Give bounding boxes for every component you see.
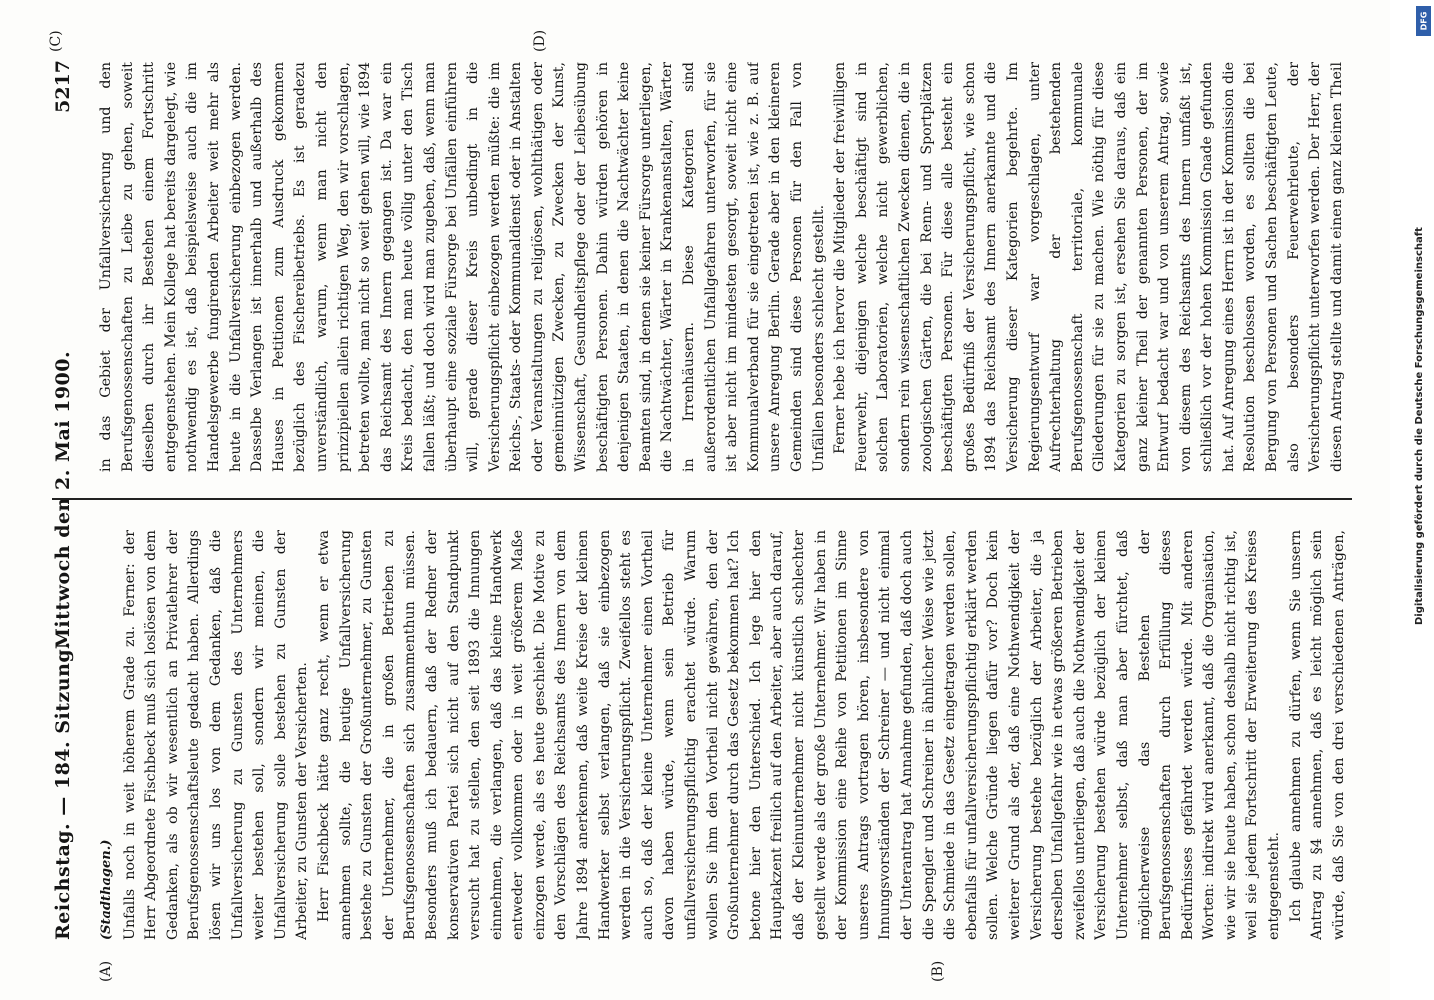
margin-marker-a: (A) [98, 960, 114, 982]
margin-marker-b: (B) [930, 960, 946, 982]
column-divider [52, 498, 1352, 500]
paragraph: Ich glaube annehmen zu dürfen, wenn Sie unsern Antrag zu §4 annehmen, daß es leicht möglich sein würde, daß Sie von den drei verschiedenen Anträgen, [1287, 530, 1347, 940]
paragraph: Herr Fischbeck hätte ganz recht, wenn er etwa annehmen sollte, die heutige Unfallversicherung bestehe zu Gunsten der Großunternehmer, zu Gunsten der Unternehmer, die in großen Betrieben zu Berufsgenossenschaften sich zusammenthun müssen. Besonders muß ich bedauern, daß der Redner der konservativen Partei sich nicht auf den Standpunkt versucht hat zu stellen, den seit 1893 die Innungen einnehmen, die verlangen, daß das kleine Handwerk entweder vollkommen oder in weit größerem Maße einzogen werde, als es heute geschieht. Die Motive zu den Vorschlägen des Reichsamts des Innern von dem Jahre 1894 anerkennen, daß weite Kreise der kleinen Handwerker selbst verlangen, daß sie einbezogen werden in die Versicherungspflicht. Zweifellos steht es auch so, daß der kleine Unternehmer einen Vortheil davon haben würde, wenn sein Betrieb für unfallversicherungspflichtig erachtet würde. Warum wollen Sie ihm den Vortheil nicht gewähren, den der Großunternehmer durch das Gesetz bekommen hat? Ich betone hier den Unterschied. Ich lege hier den Hauptakzent freilich auf den Arbeiter, aber auch darauf, daß der Kleinunternehmer nicht künstlich schlechter gestellt werde als der große Unternehmer. Wir haben in der Kommission eine Reihe von Petitionen im Sinne unseres Antrags vortragen hören, insbesondere von Innungsvorständen der Schreiner — und nicht einmal der Unterantrag hat Annahme gefunden, daß doch auch die Spengler und Schreiner in ähnlicher Weise wie jetzt die Schmiede in das Gesetz eingetragen werden sollen, ebenfalls für unfallversicherungspflichtig erklärt werden sollen. Welche Gründe liegen dafür vor? Doch kein weiterer Grund als der, daß eine Nothwendigkeit der Versicherung bestehe bezüglich der Arbeiter, die ja derselben Unfallgefahr wie in etwas größeren Betrieben zweifellos unterliegen, daß auch die Nothwendigkeit der Versicherung bestehen würde bezüglich der kleinen Unternehmer selbst, daß man aber fürchtet, daß möglicherweise das Bestehen der Berufsgenossenschaften durch Erfüllung dieses Bedürfnisses gefährdet werden würde. Mit anderen Worten: indirekt wird anerkannt, daß die Organisation, wie wir sie heute haben, schon deshalb nicht richtig ist, weil sie jedem Fortschritt der Erweiterung des Kreises entgegensteht. [315, 530, 1283, 940]
margin-marker-d: (D) [532, 29, 548, 52]
paragraph: Unfalls noch in weit höherem Grade zu. Ferner: der Herr Abgeordnete Fischbeck muß sich loslösen von dem Gedanken, als ob wir wesentlich an Privatlehrer der Berufsgenossenschaftsleute gedacht haben. Allerdings lösen wir uns los von dem Gedanken, daß die Unfallversicherung zu Gunsten des Unternehmers weiter bestehen soll, sondern wir meinen, die Unfallversicherung solle bestehen zu Gunsten der Arbeiter, zu Gunsten der Versicherten. [121, 530, 311, 940]
left-text-column [96, 530, 1350, 940]
paragraph: in das Gebiet der Unfallversicherung und den Berufsgenossenschaften zu Leibe zu gehen, soweit dieselben durch ihr Bestehen einem Fortschritt entgegenstehen. Mein Kollege hat bereits dargelegt, wie nothwendig es ist, daß beispielsweise auch die im Handelsgewerbe fungirenden Arbeiter weit mehr als heute in die Unfallversicherung einbezogen werden. Dasselbe Verlangen ist innerhalb und außerhalb des Hauses in Petitionen zum Ausdruck gekommen bezüglich des Fischereibetriebs. Es ist geradezu unverständlich, warum, wenn man nicht den prinzipiellen allein richtigen Weg, den wir vorschlagen, betreten wollte, man nicht so weit gehen will, wie 1894 das Reichsamt des Innern gegangen ist. Da war ein Kreis bedacht, den man heute völlig unter den Tisch fallen läßt; und doch wird man zugeben, daß, wenn man überhaupt eine soziale Fürsorge bei Unfällen einführen will, gerade dieser Kreis unbedingt in die Versicherungspflicht einbezogen werden müßte: die im Reichs-, Staats- oder Kommunaldienst oder in Anstalten oder Veranstaltungen zu religiösen, wohlthätigen oder gemeinnützigen Zwecken, zu Zwecken der Kunst, Wissenschaft, Gesundheitspflege oder der Leibesübung beschäftigten Personen. Dahin würden gehören in denjenigen Staaten, in denen die Nachtwächter keine Beamten sind, in denen sie keiner Fürsorge unterliegen, die Nachtwächter, Wärter in Krankenanstalten, Wärter in Irrenhäusern. Diese Kategorien sind außerordentlichen Unfallgefahren unterworfen, für sie ist aber nicht im mindesten gesorgt, soweit nicht eine Kommunalverband für sie eingetreten ist, wie z. B. auf unsere Anregung Berlin. Gerade aber in den kleineren Gemeinden sind diese Personen für den Fall von Unfällen besonders schlecht gestellt. [98, 62, 827, 472]
page-header [52, 60, 82, 940]
digitization-sidebar [1415, 0, 1434, 1000]
running-head-speaker: (Stadthagen.) [99, 839, 114, 940]
margin-marker-c: (C) [48, 30, 64, 52]
header-session-title: Reichstag. — 184. Sitzung. [52, 641, 74, 940]
header-page-number: 5217 [52, 60, 74, 113]
right-text-column [96, 62, 1350, 472]
paragraph: Ferner hebe ich hervor die Mitglieder der freiwilligen Feuerwehr, diejenigen welche beschäftigt sind in solchen Laboratorien, welche nicht gewerblichen, sondern rein wissenschaftlichen Zwecken dienen, die in zoologischen Gärten, die bei Renn- und Sportplätzen beschäftigten Personen. Für diese alle besteht ein großes Bedürfniß der Versicherungspflicht, wie schon 1894 das Reichsamt des Innern anerkannte und die Versicherung dieser Kategorien begehrte. Im Regierungsentwurf war vorgeschlagen, unter Aufrechterhaltung der bestehenden Berufsgenossenschaft territoriale, kommunale Gliederungen für sie zu machen. Wie nöthig für diese Kategorien zu sorgen ist, ersehen Sie daraus, daß ein ganz kleiner Theil der genannten Personen, der im Entwurf bedacht war und von unserem Antrag, sowie von diesem des Reichsamts des Innern umfaßt ist, schließlich vor der hohen Kommission Gnade gefunden hat. Auf Anregung eines Herrn ist in der Kommission die Resolution beschlossen worden, es sollten die bei Bergung von Personen und Sachen beschäftigten Leute, also besonders Feuerwehrleute, der Versicherungspflicht unterworfen werden. Der Herr, der diesen Antrag stellte und damit einen ganz kleinen Theil [832, 62, 1345, 472]
header-date: Mittwoch den 2. Mai 1900. [52, 350, 74, 650]
digitization-credit: Digitalisierung gefördert durch die Deutsche Forschungsgemeinschaft [1414, 227, 1425, 625]
dfg-logo-text: DFG [1419, 11, 1428, 31]
